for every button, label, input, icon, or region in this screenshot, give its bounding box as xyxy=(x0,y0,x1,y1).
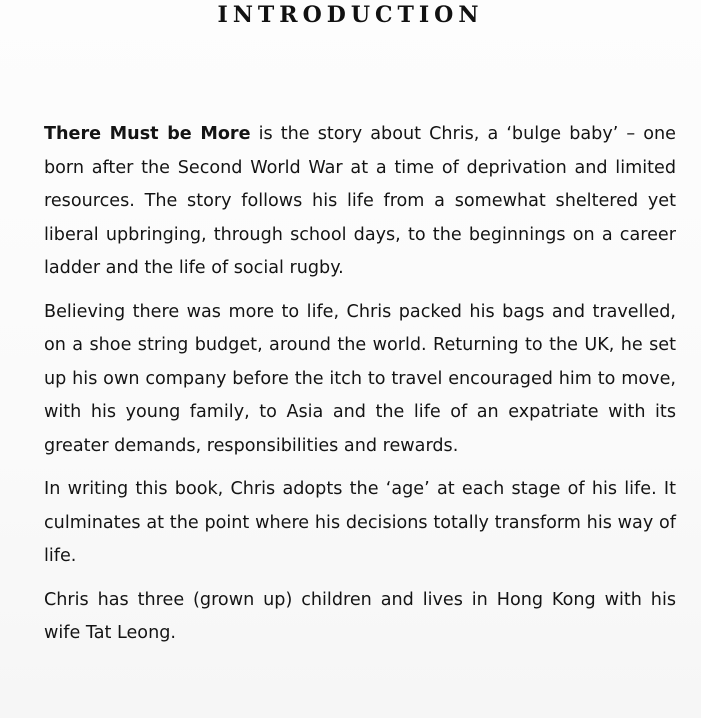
book-title: There Must be More xyxy=(44,124,251,144)
paragraph-author-bio: Chris has three (grown up) children and lives in Hong Kong with his wife Tat Leong. xyxy=(44,589,676,643)
paragraph-travels: Believing there was more to life, Chris packed his bags and travelled, on a shoe string budget, around the world. Returning to the UK, he set up his own company before the itch to travel encouraged him to move, with his young family, to Asia and the life of an expatriate with its greater demands, responsibilities and rewards. xyxy=(44,301,676,456)
paragraph-writing: In writing this book, Chris adopts the ‘age’ at each stage of his life. It culminates at the point where his decisions totally transform his way of life. xyxy=(44,479,676,566)
introduction-body xyxy=(44,118,676,651)
paragraph-synopsis xyxy=(44,118,676,286)
paragraph-synopsis-text: is the story about Chris, a ‘bulge baby’ – one born after the Second World War at a time of deprivation and limited resources. The story follows his life from a somewhat sheltered yet liberal upbringing, through school days, to the beginnings on a career ladder and the life of social rugby. xyxy=(44,124,677,278)
page-heading: INTRODUCTION xyxy=(217,2,484,28)
